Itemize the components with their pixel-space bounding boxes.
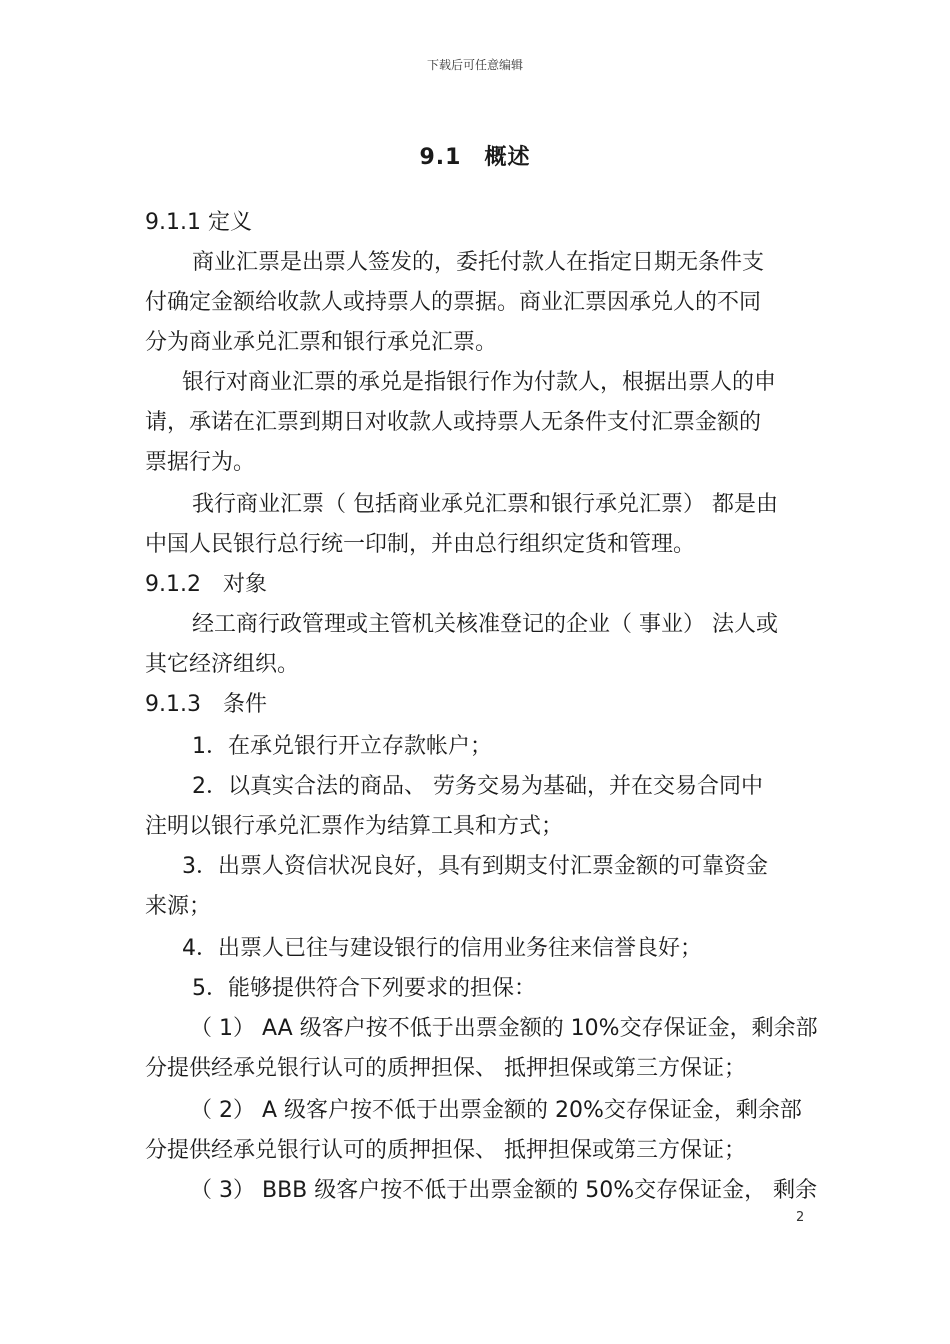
sub-list-item-continuation: 分提供经承兑银行认可的质押担保、 抵押担保或第三方保证；: [145, 1056, 746, 1081]
page-number: 2: [796, 1210, 805, 1225]
list-item: 2．以真实合法的商品、 劳务交易为基础，并在交易合同中: [192, 774, 763, 799]
page-title: 9.1 概述: [419, 145, 531, 170]
list-item-continuation: 注明以银行承兑汇票作为结算工具和方式；: [145, 814, 564, 839]
paragraph-line: 我行商业汇票（ 包括商业承兑汇票和银行承兑汇票） 都是由: [192, 492, 778, 517]
paragraph-line: 银行对商业汇票的承兑是指银行作为付款人，根据出票人的申: [182, 370, 777, 395]
paragraph-line: 中国人民银行总行统一印制，并由总行组织定货和管理。: [145, 532, 696, 557]
list-item-continuation: 来源；: [145, 894, 212, 919]
paragraph-line: 其它经济组织。: [145, 652, 300, 677]
paragraph-line: 经工商行政管理或主管机关核准登记的企业（ 事业） 法人或: [192, 612, 778, 637]
sub-list-item: （ 1） AA 级客户按不低于出票金额的 10%交存保证金，剩余部: [190, 1016, 818, 1041]
paragraph-line: 分为商业承兑汇票和银行承兑汇票。: [145, 330, 498, 355]
sub-list-item: （ 2） A 级客户按不低于出票金额的 20%交存保证金，剩余部: [190, 1098, 802, 1123]
list-item: 4．出票人已往与建设银行的信用业务往来信誉良好；: [182, 936, 702, 961]
list-item: 1．在承兑银行开立存款帐户；: [192, 734, 492, 759]
paragraph-line: 票据行为。: [145, 450, 256, 475]
list-item: 5．能够提供符合下列要求的担保：: [192, 976, 536, 1001]
section-heading-object: 9.1.2 对象: [145, 572, 267, 597]
sub-list-item: （ 3） BBB 级客户按不低于出票金额的 50%交存保证金， 剩余: [190, 1178, 818, 1203]
paragraph-line: 商业汇票是出票人签发的，委托付款人在指定日期无条件支: [192, 250, 765, 275]
list-item: 3．出票人资信状况良好，具有到期支付汇票金额的可靠资金: [182, 854, 768, 879]
paragraph-line: 付确定金额给收款人或持票人的票据。商业汇票因承兑人的不同: [145, 290, 762, 315]
section-heading-conditions: 9.1.3 条件: [145, 692, 267, 717]
header-note: 下载后可任意编辑: [426, 58, 523, 72]
paragraph-line: 请，承诺在汇票到期日对收款人或持票人无条件支付汇票金额的: [145, 410, 762, 435]
section-heading-definition: 9.1.1 定义: [145, 210, 252, 235]
sub-list-item-continuation: 分提供经承兑银行认可的质押担保、 抵押担保或第三方保证；: [145, 1138, 746, 1163]
